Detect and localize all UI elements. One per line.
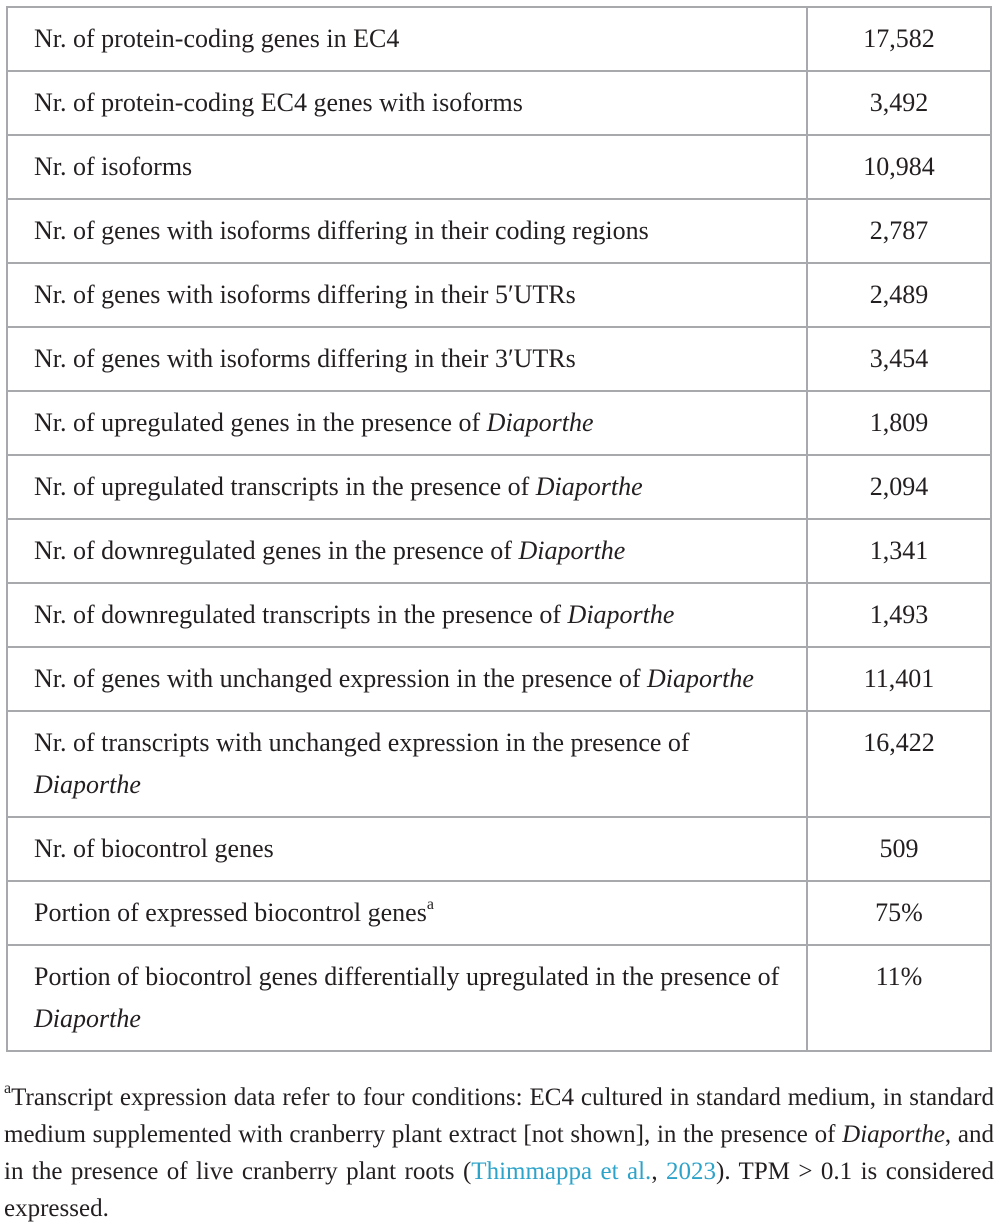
row-label-cell — [7, 135, 807, 199]
row-label: Nr. of upregulated genes in the presence of — [34, 408, 487, 437]
row-label: Nr. of protein-coding EC4 genes with isoforms — [34, 88, 523, 117]
row-label-cell — [7, 881, 807, 945]
reference-separator: , — [651, 1158, 666, 1185]
table-row — [7, 519, 991, 583]
row-label-cell — [7, 71, 807, 135]
row-value: 3,454 — [807, 327, 991, 391]
row-value: 10,984 — [807, 135, 991, 199]
row-value: 3,492 — [807, 71, 991, 135]
row-value: 16,422 — [807, 711, 991, 817]
table-row — [7, 647, 991, 711]
row-label: Nr. of downregulated genes in the presence of — [34, 536, 519, 565]
row-value: 11,401 — [807, 647, 991, 711]
row-label-italic: Diaporthe — [34, 1004, 141, 1033]
row-label: Portion of expressed biocontrol genes — [34, 898, 427, 927]
footnote-text-3: ). TPM > 0.1 is considered expressed. — [4, 1158, 995, 1222]
row-label-cell — [7, 199, 807, 263]
table-row — [7, 7, 991, 71]
row-label: Nr. of biocontrol genes — [34, 834, 274, 863]
row-label: Nr. of isoforms — [34, 152, 193, 181]
row-label: Nr. of transcripts with unchanged expression in the presence of — [34, 728, 690, 757]
row-value: 1,809 — [807, 391, 991, 455]
row-label-cell — [7, 455, 807, 519]
row-label: Nr. of genes with isoforms differing in their 3′UTRs — [34, 344, 576, 373]
row-label-cell — [7, 263, 807, 327]
footnote-italic-organism: Diaporthe — [842, 1121, 945, 1148]
footnote-text-1: Transcript expression data refer to four conditions: EC4 cultured in standard medium, in standard medium supplemented with cranberry plant extract [not shown], in the presence of — [4, 1084, 994, 1148]
row-label-cell — [7, 817, 807, 881]
table-row — [7, 817, 991, 881]
reference-link-authors[interactable]: Thimmappa et al. — [471, 1158, 652, 1185]
row-label: Nr. of genes with isoforms differing in their 5′UTRs — [34, 280, 576, 309]
row-value: 2,094 — [807, 455, 991, 519]
row-value: 2,489 — [807, 263, 991, 327]
table-row — [7, 583, 991, 647]
footnote-marker: a — [4, 1080, 12, 1097]
row-label: Nr. of upregulated transcripts in the presence of — [34, 472, 536, 501]
row-label-cell — [7, 945, 807, 1051]
row-label-italic: Diaporthe — [486, 408, 594, 437]
row-label-italic: Diaporthe — [518, 536, 626, 565]
row-label-italic: Diaporthe — [34, 770, 141, 799]
data-table — [6, 6, 992, 1052]
table-row — [7, 327, 991, 391]
table-row — [7, 391, 991, 455]
table-footnote — [4, 1079, 994, 1227]
row-value: 11% — [807, 945, 991, 1051]
table-row — [7, 455, 991, 519]
table-row — [7, 263, 991, 327]
row-value: 1,341 — [807, 519, 991, 583]
table-row — [7, 71, 991, 135]
row-label: Nr. of protein-coding genes in EC4 — [34, 24, 400, 53]
row-label-cell — [7, 391, 807, 455]
reference-link-year[interactable]: 2023 — [666, 1158, 716, 1185]
table-row — [7, 199, 991, 263]
row-value: 2,787 — [807, 199, 991, 263]
row-label-italic: Diaporthe — [646, 664, 754, 693]
table-row — [7, 945, 991, 1051]
table-row — [7, 881, 991, 945]
row-label-italic: Diaporthe — [535, 472, 643, 501]
row-value: 509 — [807, 817, 991, 881]
row-label-cell — [7, 583, 807, 647]
row-label-cell — [7, 327, 807, 391]
row-value: 75% — [807, 881, 991, 945]
row-label: Nr. of downregulated transcripts in the presence of — [34, 600, 568, 629]
row-label-cell — [7, 647, 807, 711]
row-label: Portion of biocontrol genes differentially upregulated in the presence of — [34, 962, 780, 991]
row-label-italic: Diaporthe — [567, 600, 675, 629]
table-row — [7, 711, 991, 817]
row-label-footnote-marker: a — [426, 896, 434, 913]
table-row — [7, 135, 991, 199]
row-label-cell — [7, 519, 807, 583]
row-value: 1,493 — [807, 583, 991, 647]
row-label: Nr. of genes with isoforms differing in their coding regions — [34, 216, 649, 245]
row-label-cell — [7, 711, 807, 817]
row-label: Nr. of genes with unchanged expression in the presence of — [34, 664, 647, 693]
row-label-cell — [7, 7, 807, 71]
footnote-text-2: , and in the presence of live cranberry plant roots ( — [4, 1121, 994, 1185]
row-value: 17,582 — [807, 7, 991, 71]
table-body — [7, 7, 991, 1051]
